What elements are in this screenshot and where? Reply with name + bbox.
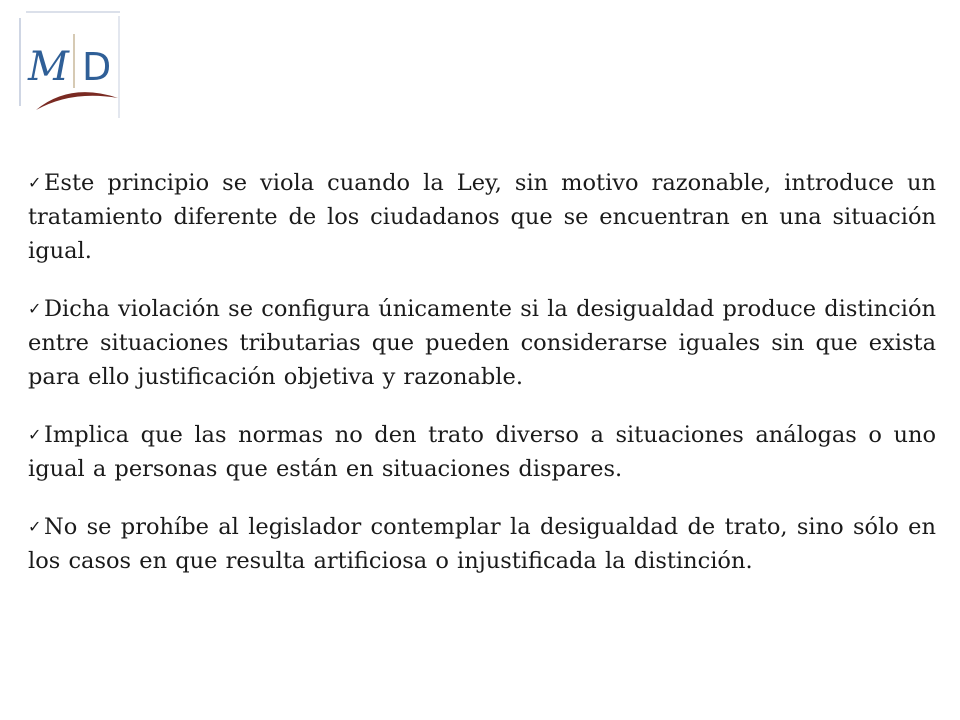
logo-letter-d: D: [82, 45, 112, 89]
check-icon: ✓: [28, 425, 42, 444]
check-icon: ✓: [28, 299, 42, 318]
md-logo: [18, 10, 122, 120]
bullet-text: Este principio se viola cuando la Ley, sin motivo razonable, introduce un tratamiento diferente de los ciudadanos que se encuentran en una situación igual.: [28, 170, 936, 264]
bullet-item: [28, 166, 936, 268]
bullet-item: [28, 292, 936, 394]
bullet-item: [28, 418, 936, 486]
bullet-text: Implica que las normas no den trato diverso a situaciones análogas o uno igual a personas que están en situaciones dispares.: [28, 422, 936, 482]
bullet-item: [28, 510, 936, 578]
bullet-text: Dicha violación se configura únicamente si la desigualdad produce distinción entre situaciones tributarias que pueden considerarse iguales sin que exista para ello justificación objetiva y razonable.: [28, 296, 936, 390]
bullet-text: No se prohíbe al legislador contemplar la desigualdad de trato, sino sólo en los casos en que resulta artificiosa o injustificada la distinción.: [28, 514, 936, 574]
bullet-list: [28, 166, 936, 602]
logo-letter-m: M: [28, 44, 69, 90]
logo-swoosh: [36, 92, 118, 110]
check-icon: ✓: [28, 173, 42, 192]
md-logo-graphic: [18, 10, 122, 120]
check-icon: ✓: [28, 517, 42, 536]
